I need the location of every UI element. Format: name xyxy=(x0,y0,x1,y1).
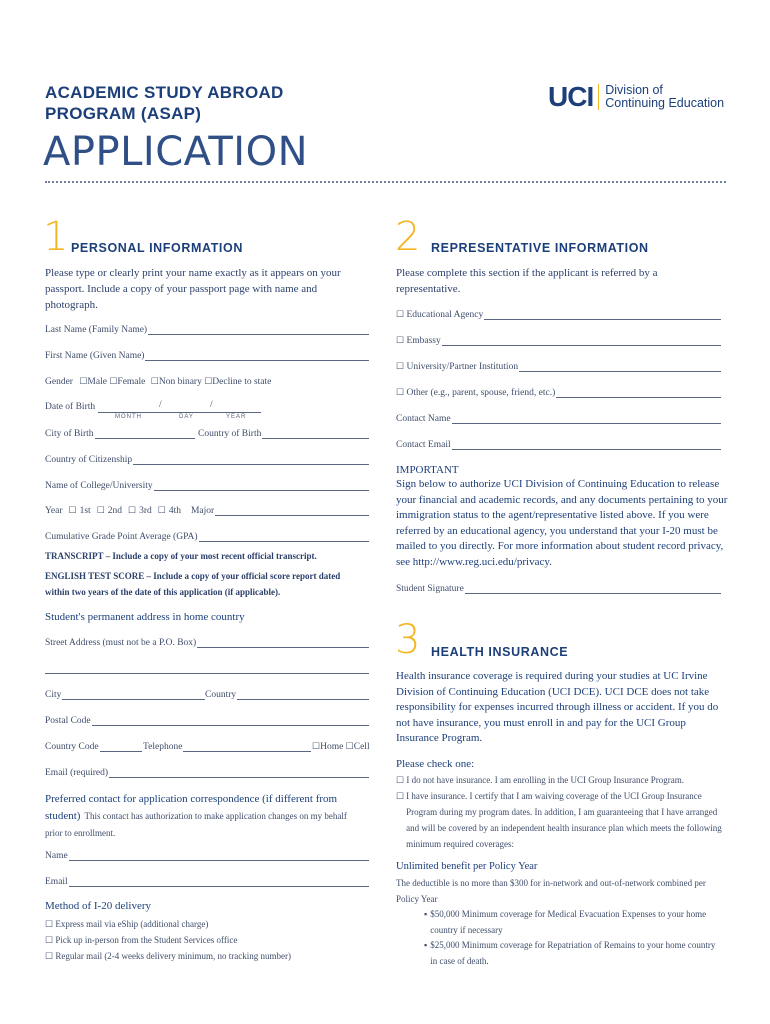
section2-number: 2 xyxy=(395,214,421,260)
country-code-label: Country Code xyxy=(45,742,99,752)
first-name-label: First Name (Given Name) xyxy=(45,351,145,361)
checkbox-icon[interactable]: ☐ xyxy=(396,309,405,319)
rep-option-label: Educational Agency xyxy=(406,310,484,320)
i20-option-regular[interactable] xyxy=(45,948,291,964)
email-required-label: Email (required) xyxy=(45,768,109,778)
country-citizenship-field[interactable] xyxy=(45,454,369,465)
checkbox-icon[interactable]: ☐ xyxy=(396,387,405,397)
coverage-bullet-text: $50,000 Minimum coverage for Medical Evacuation Expenses to your home country if necessary xyxy=(430,909,707,935)
telephone-label: Telephone xyxy=(143,742,183,752)
contact-email-field[interactable] xyxy=(45,876,369,887)
address-heading: Student's permanent address in home country xyxy=(45,611,245,623)
checkbox-icon[interactable]: ☐ xyxy=(204,376,213,386)
gpa-label: Cumulative Grade Point Average (GPA) xyxy=(45,532,198,542)
logo-divider xyxy=(598,84,599,110)
checkbox-icon[interactable]: ☐ xyxy=(45,919,54,929)
checkbox-icon[interactable]: ☐ xyxy=(396,775,405,785)
street-label: Street Address (must not be a P.O. Box) xyxy=(45,638,197,648)
checkbox-icon[interactable]: ☐ xyxy=(312,741,321,751)
rep-option-label: University/Partner Institution xyxy=(406,362,519,372)
checkbox-icon[interactable]: ☐ xyxy=(68,505,77,515)
year-1st: 1st xyxy=(79,506,91,516)
gender-row xyxy=(45,376,271,387)
preferred-heading: Preferred contact for application correspondence (if different from student) xyxy=(45,793,338,822)
section2-title: REPRESENTATIVE INFORMATION xyxy=(431,241,649,255)
country-code-field[interactable] xyxy=(45,741,142,752)
gender-male: Male xyxy=(87,377,107,387)
coverage-bullet-repatriation xyxy=(424,937,724,969)
city-field[interactable] xyxy=(45,689,205,700)
checkbox-icon[interactable]: ☐ xyxy=(150,376,159,386)
checkbox-icon[interactable]: ☐ xyxy=(79,376,88,386)
english-test-note: ENGLISH TEST SCORE – Include a copy of your official score report dated within two years of the date of this application (if applicable). xyxy=(45,571,341,597)
major-label: Major xyxy=(190,506,215,516)
i20-option-express[interactable] xyxy=(45,916,208,932)
logo-line2: Continuing Education xyxy=(605,96,725,110)
rep-option-label: Other (e.g., parent, spouse, friend, etc.) xyxy=(406,388,556,398)
email-required-field[interactable] xyxy=(45,767,369,778)
preferred-contact-block xyxy=(45,790,365,841)
unlimited-benefit-heading: Unlimited benefit per Policy Year xyxy=(396,861,538,872)
rep-educational-agency[interactable] xyxy=(396,309,721,320)
checkbox-icon[interactable]: ☐ xyxy=(96,505,105,515)
insurance-option-enroll[interactable] xyxy=(396,772,728,788)
i20-option-label: Express mail via eShip (additional charge) xyxy=(55,919,209,929)
coverage-bullet-text: $25,000 Minimum coverage for Repatriation of Remains to your home country in case of death. xyxy=(430,940,716,966)
checkbox-icon[interactable]: ☐ xyxy=(109,376,118,386)
check-one-heading: Please check one: xyxy=(396,758,475,770)
gender-nonbinary: Non binary xyxy=(158,377,202,387)
year-label: Year xyxy=(45,506,63,516)
contact-name-label: Name xyxy=(45,851,68,861)
dob-slash-2: / xyxy=(210,400,213,410)
gender-female: Female xyxy=(117,377,146,387)
i20-heading: Method of I-20 delivery xyxy=(45,900,151,912)
logo-uci-text: UCI xyxy=(548,81,594,112)
checkbox-icon[interactable]: ☐ xyxy=(128,505,137,515)
form-title-line1: ACADEMIC STUDY ABROAD xyxy=(45,83,284,102)
section3-intro: Health insurance coverage is required during your studies at UC Irvine Division of Continuing Education (UCI DCE). UCI DCE does not take responsibility for expenses incurred through illness or accident. If you do not have insurance, you must enroll in and pay for the UCI Group Insurance Program. xyxy=(396,670,719,744)
checkbox-icon[interactable]: ☐ xyxy=(396,361,405,371)
contact-name-field[interactable] xyxy=(45,850,369,861)
rep-contact-name-label: Contact Name xyxy=(396,414,451,424)
city-label: City xyxy=(45,690,62,700)
application-heading: APPLICATION xyxy=(43,129,309,175)
section1-intro: Please type or clearly print your name exactly as it appears on your passport. Include a copy of your passport page with name and photograph. xyxy=(45,267,341,311)
section1-title: PERSONAL INFORMATION xyxy=(71,241,243,255)
phone-cell: Cell xyxy=(353,742,370,752)
deductible-text: The deductible is no more than $300 for in-network and out-of-network combined per Policy Year xyxy=(396,878,706,904)
year-4th: 4th xyxy=(168,506,181,516)
gpa-field[interactable] xyxy=(45,531,369,542)
rep-embassy[interactable] xyxy=(396,335,721,346)
college-field[interactable] xyxy=(45,480,369,491)
city-of-birth-label: City of Birth xyxy=(45,429,94,439)
last-name-label: Last Name (Family Name) xyxy=(45,325,148,335)
year-3rd: 3rd xyxy=(139,506,152,516)
gender-label: Gender xyxy=(45,377,73,387)
dotted-divider xyxy=(45,181,726,183)
insurance-option-label: I do not have insurance. I am enrolling in the UCI Group Insurance Program. xyxy=(406,775,685,785)
city-of-birth-field[interactable] xyxy=(45,428,195,439)
country-citizenship-label: Country of Citizenship xyxy=(45,455,133,465)
dob-day-hint: DAY xyxy=(179,414,194,420)
rep-university[interactable] xyxy=(396,361,721,372)
rep-contact-email-field[interactable] xyxy=(396,439,721,450)
checkbox-icon[interactable]: ☐ xyxy=(396,335,405,345)
phone-home: Home xyxy=(320,742,344,752)
dob-label: Date of Birth xyxy=(45,402,96,412)
checkbox-icon[interactable]: ☐ xyxy=(396,791,405,801)
country-of-birth-label: Country of Birth xyxy=(198,429,262,439)
postal-code-field[interactable] xyxy=(45,715,369,726)
bullet-icon: ▪ xyxy=(424,940,428,950)
phone-type xyxy=(312,741,370,752)
rep-option-label: Embassy xyxy=(406,336,441,346)
i20-option-pickup[interactable] xyxy=(45,932,237,948)
postal-code-label: Postal Code xyxy=(45,716,91,726)
rep-contact-name-field[interactable] xyxy=(396,413,721,424)
logo-division-text xyxy=(605,84,724,110)
telephone-field[interactable] xyxy=(143,741,311,752)
section3-number: 3 xyxy=(395,617,421,663)
i20-option-label: Regular mail (2-4 weeks delivery minimum, no tracking number) xyxy=(55,951,292,961)
section2-intro: Please complete this section if the applicant is referred by a representative. xyxy=(396,267,658,295)
important-text: Sign below to authorize UCI Division of Continuing Education to release your financial and academic records, and any documents pertaining to your immigration status to the agent/representative listed above. If you were referred by an educational agency, you understand that your I-20 must be mailed to you directly. For more information about student record privacy, see http://www.reg.uci.edu/privacy. xyxy=(396,478,728,568)
form-title xyxy=(45,82,345,124)
insurance-option-waive[interactable] xyxy=(396,788,728,852)
first-name-field[interactable] xyxy=(45,350,369,361)
country-label: Country xyxy=(205,690,237,700)
important-heading: IMPORTANT xyxy=(396,464,459,476)
transcript-note: TRANSCRIPT – Include a copy of your most recent official transcript. xyxy=(45,551,317,561)
street-field[interactable] xyxy=(45,637,369,648)
checkbox-icon[interactable]: ☐ xyxy=(345,741,354,751)
section3-title: HEALTH INSURANCE xyxy=(431,645,569,659)
i20-option-label: Pick up in-person from the Student Services office xyxy=(55,935,238,945)
dob-slash-1: / xyxy=(159,400,162,410)
rep-other[interactable] xyxy=(396,387,721,398)
contact-email-label: Email xyxy=(45,877,68,887)
major-input[interactable] xyxy=(215,505,369,516)
rep-contact-email-label: Contact Email xyxy=(396,440,451,450)
logo-line1: Division of xyxy=(605,83,663,97)
dob-field[interactable] xyxy=(98,402,261,413)
dob-year-hint: YEAR xyxy=(226,414,247,420)
gender-decline: Decline to state xyxy=(212,377,272,387)
college-label: Name of College/University xyxy=(45,481,153,491)
last-name-field[interactable] xyxy=(45,324,369,335)
uci-logo xyxy=(548,83,724,111)
year-2nd: 2nd xyxy=(107,506,123,516)
year-major-row xyxy=(45,505,369,516)
form-title-line2: PROGRAM (ASAP) xyxy=(45,104,202,123)
student-signature-field[interactable] xyxy=(396,583,721,594)
coverage-bullet-evacuation xyxy=(424,906,724,938)
checkbox-icon[interactable]: ☐ xyxy=(157,505,166,515)
bullet-icon: ▪ xyxy=(424,909,428,919)
country-field[interactable] xyxy=(205,689,369,700)
insurance-option-label: I have insurance. I certify that I am waiving coverage of the UCI Group Insurance Program during my program dates. In addition, I am guaranteeing that I have arranged and will be covered by an independent health insurance plan which meets the following minimum required coverages: xyxy=(406,791,722,849)
street-line-2[interactable] xyxy=(45,663,369,674)
checkbox-icon[interactable]: ☐ xyxy=(45,951,54,961)
section1-number: 1 xyxy=(43,214,69,260)
preferred-note: This contact has authorization to make application changes on my behalf prior to enrollment. xyxy=(45,811,347,838)
country-of-birth-field[interactable] xyxy=(198,428,369,439)
student-signature-label: Student Signature xyxy=(396,584,464,594)
checkbox-icon[interactable]: ☐ xyxy=(45,935,54,945)
dob-month-hint: MONTH xyxy=(115,414,142,420)
